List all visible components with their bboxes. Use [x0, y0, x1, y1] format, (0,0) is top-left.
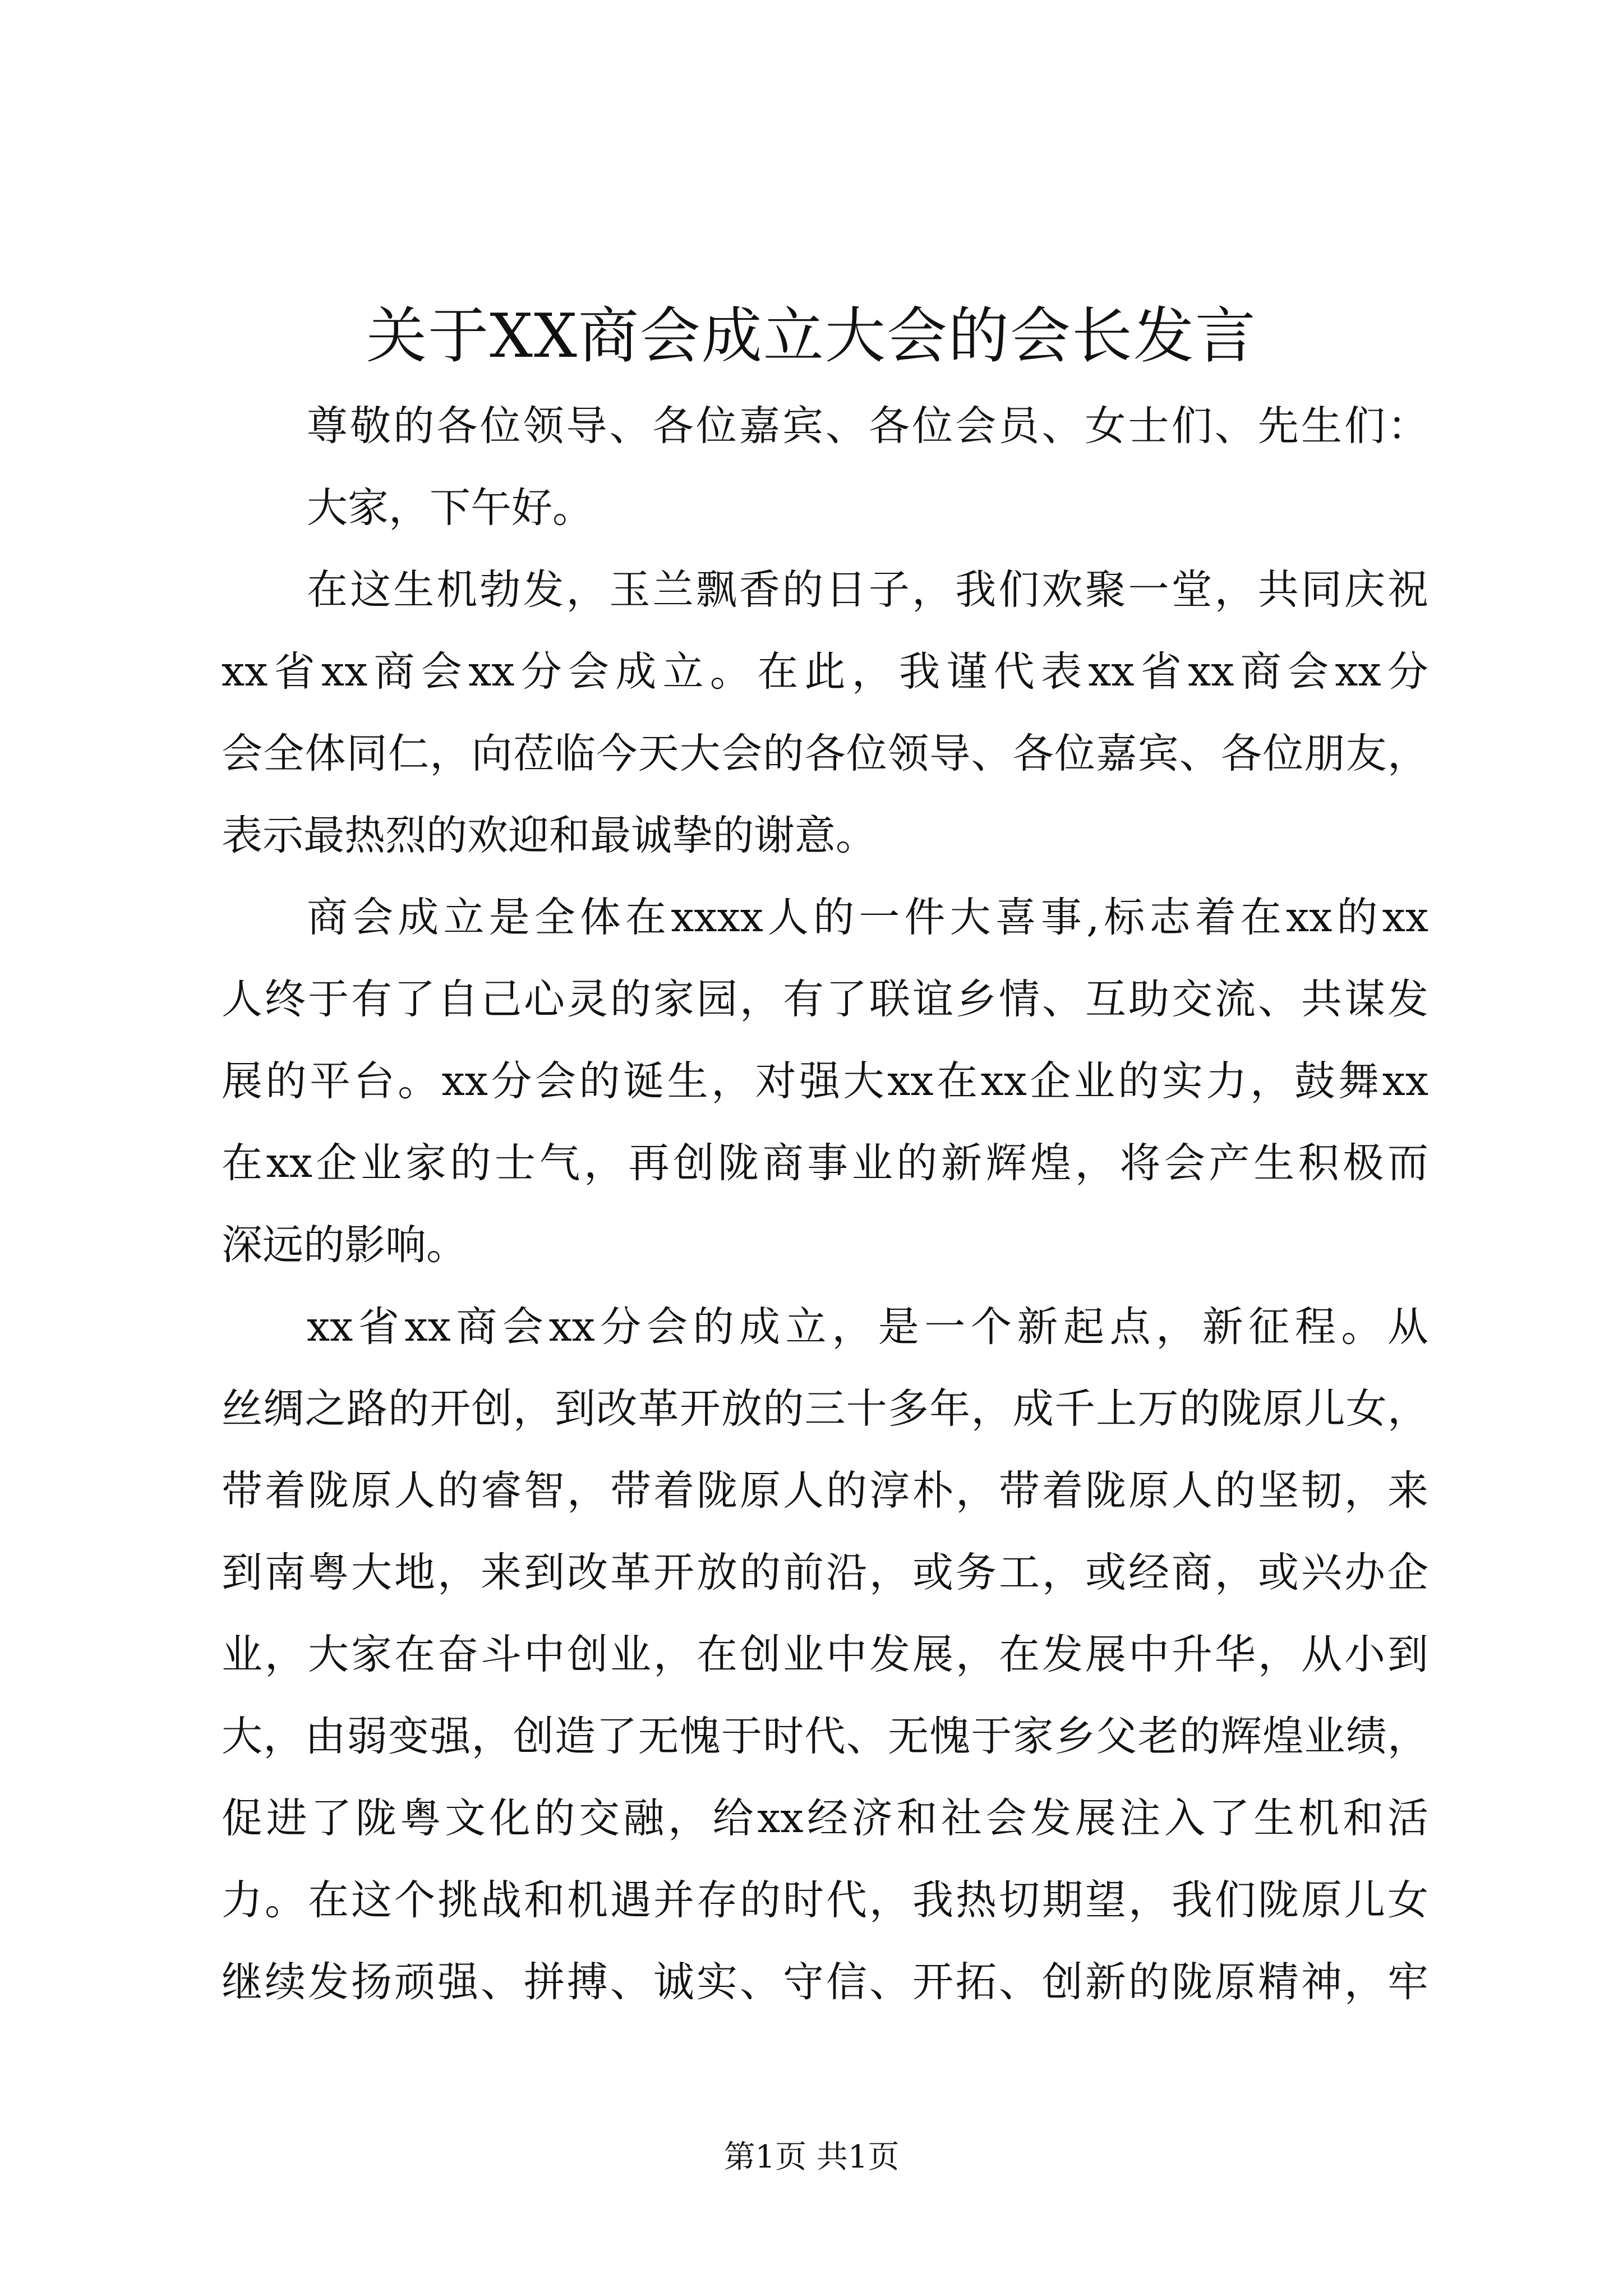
paragraph-line: 促进了陇粤文化的交融，给xx经济和社会发展注入了生机和活	[222, 1795, 1428, 1842]
paragraph	[222, 549, 1428, 877]
paragraph-line: 大，由弱变强，创造了无愧于时代、无愧于家乡父老的辉煌业绩，	[222, 1713, 1428, 1760]
paragraph-line: 尊敬的各位领导、各位嘉宾、各位会员、女士们、先生们：	[307, 402, 1428, 450]
paragraph-line: 力。在这个挑战和机遇并存的时代，我热切期望，我们陇原儿女	[222, 1876, 1428, 1924]
paragraph-line: 会全体同仁，向莅临今天大会的各位领导、各位嘉宾、各位朋友，	[222, 730, 1428, 777]
paragraph	[222, 1286, 1428, 2023]
page-footer: 第1页 共1页	[723, 2139, 900, 2175]
paragraph-line: 带着陇原人的睿智，带着陇原人的淳朴，带着陇原人的坚韧，来	[222, 1467, 1428, 1515]
paragraph-line: 在xx企业家的士气，再创陇商事业的新辉煌，将会产生积极而	[222, 1139, 1428, 1187]
paragraph-line: 在这生机勃发，玉兰飘香的日子，我们欢聚一堂，共同庆祝	[307, 566, 1428, 614]
paragraph-salutation	[222, 385, 1428, 467]
document-body	[222, 385, 1428, 2023]
paragraph-line: 继续发扬顽强、拼搏、诚实、守信、开拓、创新的陇原精神，牢	[222, 1958, 1428, 2006]
paragraph-line: 展的平台。xx分会的诞生，对强大xx在xx企业的实力，鼓舞xx	[222, 1057, 1428, 1105]
paragraph-line: 业，大家在奋斗中创业，在创业中发展，在发展中升华，从小到	[222, 1631, 1428, 1678]
document-title: 关于XX商会成立大会的会长发言	[366, 301, 1257, 371]
paragraph-line: xx省xx商会xx分会成立。在此，我谨代表xx省xx商会xx分	[222, 648, 1428, 696]
paragraph-greeting	[222, 467, 1428, 549]
paragraph-line: 到南粤大地，来到改革开放的前沿，或务工，或经商，或兴办企	[222, 1549, 1428, 1596]
paragraph-line: 深远的影响。	[222, 1221, 467, 1269]
paragraph	[222, 877, 1428, 1286]
paragraph-line: 人终于有了自己心灵的家园，有了联谊乡情、互助交流、共谋发	[222, 976, 1428, 1023]
paragraph-line: 丝绸之路的开创，到改革开放的三十多年，成千上万的陇原儿女，	[222, 1385, 1428, 1433]
paragraph-line: 大家，下午好。	[307, 484, 593, 532]
paragraph-line: xx省xx商会xx分会的成立，是一个新起点，新征程。从	[307, 1303, 1428, 1351]
paragraph-line: 表示最热烈的欢迎和最诚挚的谢意。	[222, 812, 877, 859]
paragraph-line: 商会成立是全体在xxxx人的一件大喜事,标志着在xx的xx	[307, 894, 1428, 941]
